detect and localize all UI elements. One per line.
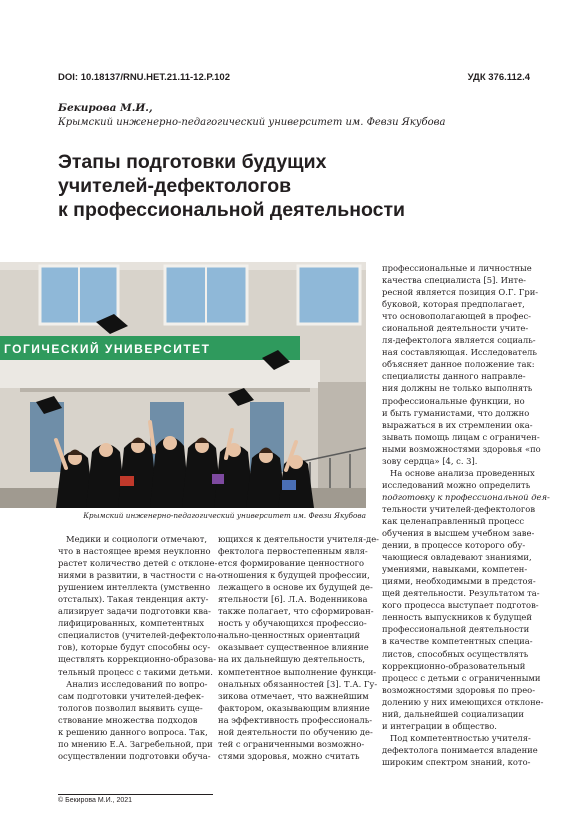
text-line: специалисты данного направле-: [382, 371, 526, 382]
title-line: учителей-дефектологов: [58, 175, 292, 197]
text-line: чающиеся овладевают знаниями,: [382, 552, 532, 563]
text-line: ниями в развитии, в частности с на-: [58, 570, 220, 581]
text-line: на эффективность профессиональ-: [218, 714, 373, 725]
text-line: Под компетентностью учителя-: [390, 732, 531, 743]
text-line: что в настоящее время неуклонно: [58, 546, 211, 557]
author-affiliation: Крымский инженерно-педагогический университет им. Февзи Якубова: [58, 117, 446, 128]
text-line: ется формирование ценностного: [218, 558, 365, 569]
text-line: осуществлении подготовки обуча-: [58, 750, 211, 761]
text-line: На основе анализа проведенных: [390, 467, 535, 478]
footer-rule: [58, 794, 213, 795]
text-line: профессиональной деятельности: [382, 624, 530, 635]
text-line: профессиональные и личностные: [382, 263, 532, 273]
text-line: фектолога первостепенным явля-: [218, 546, 368, 557]
text-line: стями здоровья, можно считать: [218, 750, 360, 761]
text-line: ствование множества подходов: [58, 714, 198, 725]
text-line: отношения к будущей профессии,: [218, 570, 370, 581]
text-line: тельности учителей-дефектологов: [382, 503, 536, 514]
text-line: ресной является позиция О.Г. Гри-: [382, 287, 539, 298]
text-column-2: [218, 533, 379, 762]
text-line: ля-дефектолога является социаль-: [382, 335, 536, 346]
text-line: буковой, которая предполагает,: [382, 299, 525, 310]
text-line: зывать помощь лицам с ограничен-: [382, 431, 540, 442]
title-line: Этапы подготовки будущих: [58, 151, 327, 173]
text-line: лифицированных, компетентных: [58, 618, 205, 629]
text-line: зову сердца» [4, с. 3].: [382, 455, 478, 466]
text-line: ленность выпускников к будущей: [382, 612, 532, 623]
university-photo: [0, 262, 366, 508]
text-line: оказывает существенное влияние: [218, 642, 369, 653]
text-line: сам подготовки учителей-дефек-: [58, 690, 204, 701]
text-line: что основополагающей в профес-: [382, 311, 531, 322]
text-line: на их дальнейшую деятельность,: [218, 654, 366, 665]
copyright: © Бекирова М.И., 2021: [58, 797, 133, 804]
text-line: фактором, оказывающим влияние: [218, 702, 370, 713]
text-line: ная составляющая. Исследователь: [382, 347, 537, 358]
text-column-1: [58, 533, 220, 762]
text-line: в качестве компетентных специа-: [382, 636, 533, 647]
article-title: [58, 150, 528, 222]
text-line: компетентное выполнение функци-: [218, 666, 377, 677]
text-line: гов), которые будут способны осу-: [58, 642, 211, 653]
author-name: Бекирова М.И.,: [58, 102, 153, 114]
text-line: исследований можно определить: [382, 479, 531, 490]
text-line: качества специалиста [5]. Инте-: [382, 275, 526, 286]
text-line: Медики и социологи отмечают,: [66, 534, 207, 544]
text-line: растет количество детей с отклоне-: [58, 558, 218, 569]
text-line: ния должны не только выполнять: [382, 383, 533, 394]
text-line: дефектолога понимается владение: [382, 744, 538, 755]
text-line: щей деятельности. Результатом та-: [382, 588, 540, 599]
text-line: ность у обучающихся профессио-: [218, 618, 367, 629]
text-line: возможностями здоровья по прео-: [382, 684, 536, 695]
doi: DOI: 10.18137/RNU.HET.21.11-12.P.102: [58, 72, 230, 83]
text-line: ющихся к деятельности учителя-де-: [218, 534, 379, 544]
text-line: также полагает, что сформирован-: [218, 606, 374, 617]
text-line: кого процесса выступает подготов-: [382, 600, 539, 611]
text-line: подготовку к профессиональной дея-: [382, 491, 550, 502]
text-line: зикова отмечает, что важнейшим: [218, 690, 369, 701]
text-line: коррекционно-образовательный: [382, 660, 526, 671]
text-line: по мнению Е.А. Загребельной, при: [58, 738, 213, 749]
text-line: листов, способных осуществлять: [382, 648, 529, 659]
text-line: отсталых). Такая тенденция акту-: [58, 594, 209, 605]
text-line: тельный процесс с такими детьми.: [58, 666, 213, 677]
text-column-3: [382, 262, 550, 768]
text-line: ными возможностями здоровья «по: [382, 443, 541, 454]
text-line: как целенаправленный процесс: [382, 515, 525, 526]
text-line: тологов позволил выявить суще-: [58, 702, 203, 713]
text-line: объясняет данное положение так:: [382, 359, 535, 370]
photo-caption: Крымский инженерно-педагогический университет им. Февзи Якубова: [83, 511, 366, 520]
text-line: ной деятельности по обучению де-: [218, 726, 373, 737]
text-line: и интеграции в общество.: [382, 720, 497, 731]
text-line: Анализ исследований по вопро-: [66, 678, 208, 689]
udc-code: УДК 376.112.4: [467, 72, 530, 83]
text-line: к решению данного вопроса. Так,: [58, 726, 208, 737]
text-line: широким спектром знаний, кото-: [382, 756, 531, 767]
title-line: к профессиональной деятельности: [58, 199, 406, 221]
text-line: ятельности [6]. Л.А. Воденникова: [218, 594, 368, 605]
text-line: лежащего в основе их будущей де-: [218, 582, 373, 593]
text-line: профессиональные функции, но: [382, 395, 525, 406]
text-line: нально-ценностных ориентаций: [218, 630, 361, 641]
text-line: дении, в процессе которого обу-: [382, 540, 526, 551]
text-line: ональных обязанностей [3]. Т.А. Гу-: [218, 678, 378, 689]
text-line: процесс с детьми с ограниченными: [382, 672, 541, 683]
text-line: ализирует задачи подготовки ква-: [58, 606, 211, 617]
text-line: и быть гуманистами, что должно: [382, 407, 530, 418]
text-line: выражаться в их стремлении ока-: [382, 419, 533, 430]
text-line: циями, необходимыми в предстоя-: [382, 576, 536, 587]
graduates-illustration: [0, 262, 366, 508]
text-line: тей с ограниченными возможно-: [218, 738, 365, 749]
text-line: специалистов (учителей-дефектоло-: [58, 630, 220, 641]
text-line: рушением интеллекта (умственно: [58, 582, 211, 593]
text-line: обучения в высшем учебном заве-: [382, 528, 535, 539]
text-line: ществлять коррекционно-образова-: [58, 654, 217, 665]
text-line: сиональной деятельности учите-: [382, 323, 529, 334]
text-line: долению у них имеющихся отклоне-: [382, 696, 544, 707]
building-sign: ГОГИЧЕСКИЙ УНИВЕРСИТЕТ: [4, 342, 211, 356]
text-line: ний, дальнейшей социализации: [382, 708, 524, 719]
text-line: умениями, навыками, компетен-: [382, 564, 528, 575]
